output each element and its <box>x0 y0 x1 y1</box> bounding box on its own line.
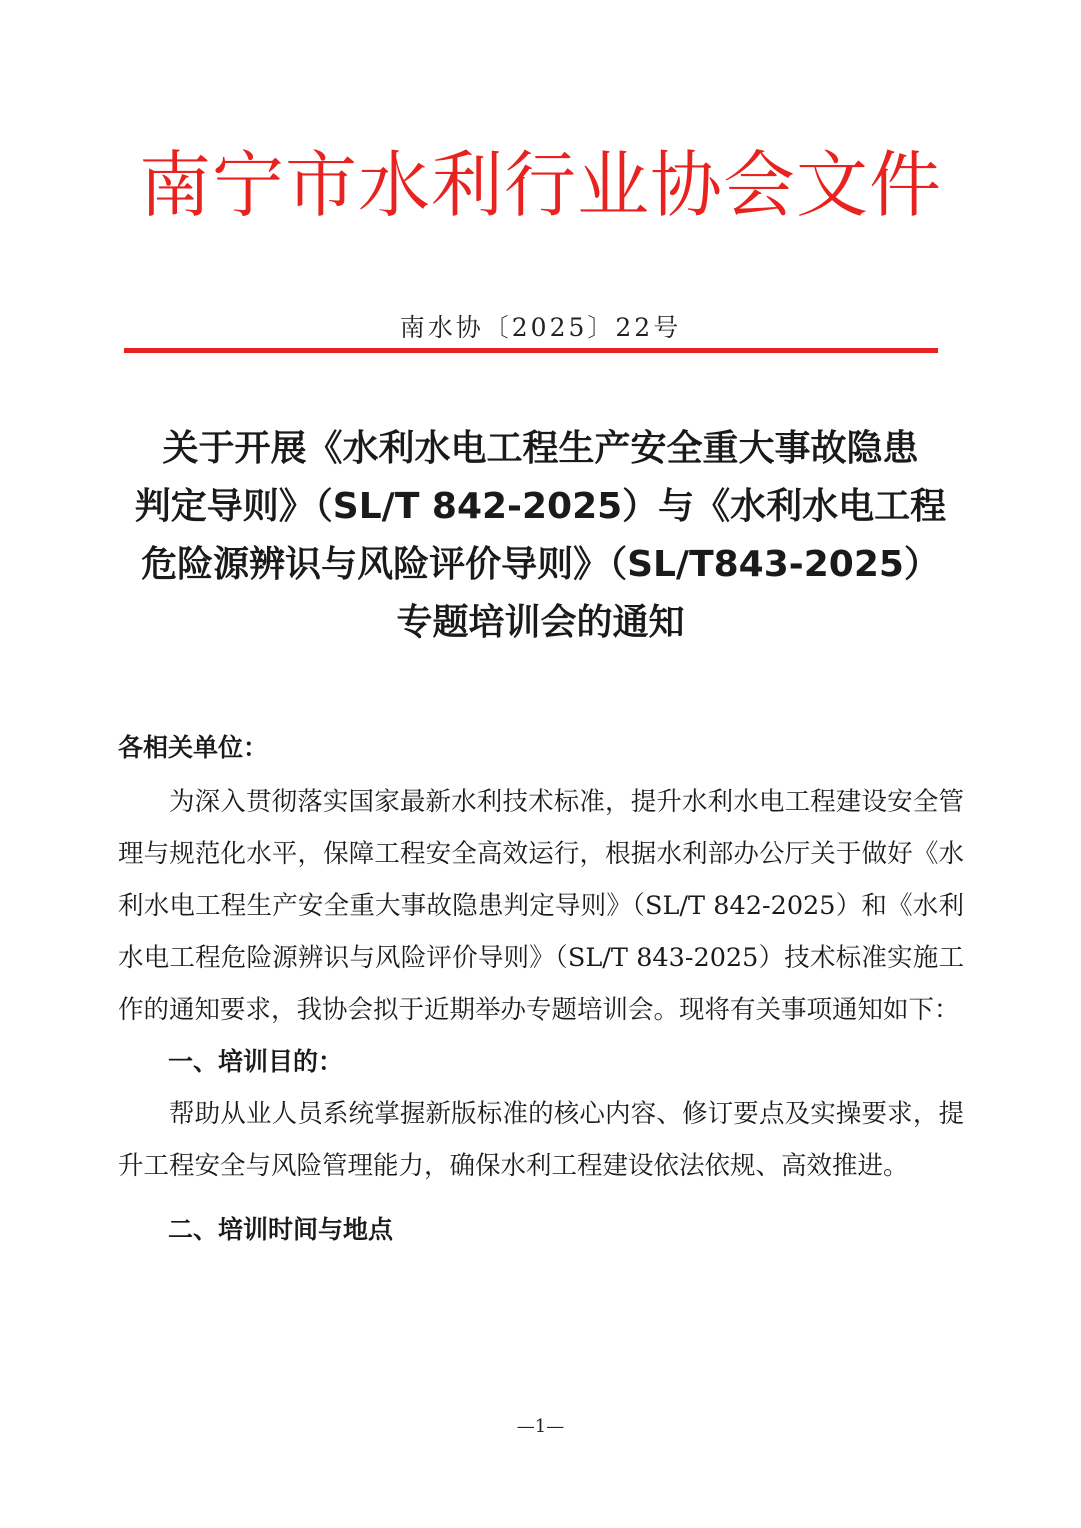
intro-paragraph: 为深入贯彻落实国家最新水利技术标准，提升水利水电工程建设安全管理与规范化水平，保障工程安全高效运行，根据水利部办公厅关于做好《水利水电工程生产安全重大事故隐患判定导则》（SL/T 842-2025）和《水利水电工程危险源辨识与风险评价导则》（SL/T 843-2025）技术标准实施工作的通知要求，我协会拟于近期举办专题培训会。现将有关事项通知如下： <box>118 787 964 1025</box>
red-divider-line <box>124 348 938 353</box>
page-number: —1— <box>516 1416 565 1437</box>
document-number: 南水协〔2025〕22号 <box>399 313 682 342</box>
section-heading-purpose: 一、培训目的： <box>168 1047 344 1076</box>
title-line: 判定导则》（SL/T 842-2025）与《水利水电工程 <box>134 486 947 527</box>
title-line: 危险源辨识与风险评价导则》（SL/T843-2025） <box>141 544 940 585</box>
section-heading-time-place: 二、培训时间与地点 <box>168 1215 394 1244</box>
notice-title <box>110 420 971 652</box>
purpose-paragraph: 帮助从业人员系统掌握新版标准的核心内容、修订要点及实操要求，提升工程安全与风险管理能力，确保水利工程建设依法依规、高效推进。 <box>118 1099 964 1181</box>
title-line: 专题培训会的通知 <box>396 602 685 643</box>
spacer <box>118 1192 964 1204</box>
title-line: 关于开展《水利水电工程生产安全重大事故隐患 <box>162 428 919 469</box>
notice-body <box>118 722 964 1256</box>
org-masthead-title: 南宁市水利行业协会文件 <box>138 143 942 227</box>
salutation: 各相关单位： <box>118 733 269 762</box>
